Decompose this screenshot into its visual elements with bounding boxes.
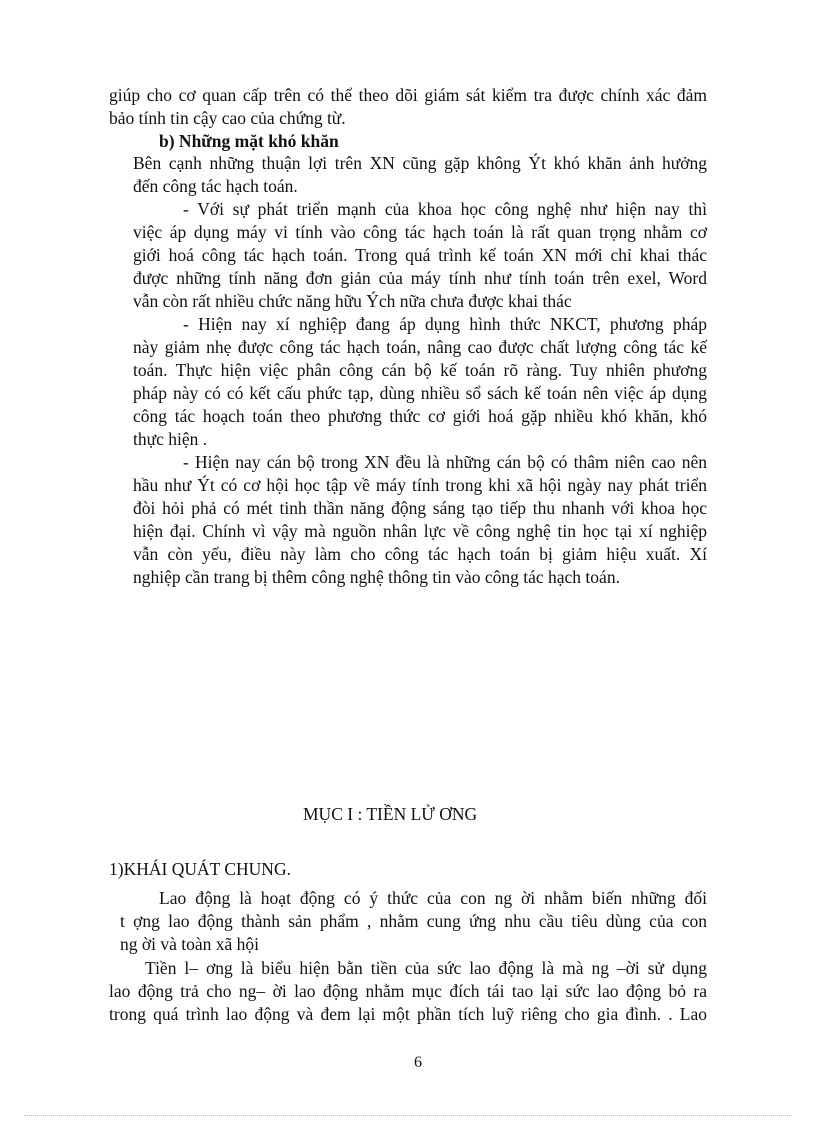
text-line: thực hiện . — [133, 429, 208, 449]
text-line: Tiền l– ơng là biểu hiện bằn tiền của sức lao động là mà ng –ời sử dụng — [145, 958, 707, 978]
text-line: Lao động là hoạt động có ý thức của con ng ời nhằm biến những đối — [159, 888, 707, 908]
text-line: đòi hỏi phả có mét tinh thần năng động sáng tạo tiếp thu nhanh với khoa học — [133, 498, 707, 518]
text-line: Bên cạnh những thuận lợi trên XN cũng gặp không Ýt khó khăn ảnh hưởng — [133, 153, 707, 173]
text-line: vẫn còn yếu, điều này làm cho công tác hạch toán bị giảm hiệu xuất. Xí — [133, 544, 707, 564]
text-line: toán. Thực hiện việc phân công cán bộ kế toán rõ ràng. Tuy nhiên phương — [133, 360, 707, 380]
text-line: đến công tác hạch toán. — [133, 176, 298, 196]
text-line: - Với sự phát triển mạnh của khoa học công nghệ như hiện nay thì — [183, 199, 707, 219]
text-line: nghiệp cần trang bị thêm công nghệ thông tin vào công tác hạch toán. — [133, 567, 620, 587]
text-line: được những tính năng đơn giản của máy tính như tính toán trên exel, Word — [133, 268, 707, 288]
text-line: giúp cho cơ quan cấp trên có thể theo dõi giám sát kiểm tra được chính xác đảm — [109, 85, 707, 105]
text-line: trong quá trình lao động và đem lại một phần tích luỹ riêng cho gia đình. . Lao — [109, 1004, 707, 1024]
page-number: 6 — [414, 1054, 422, 1071]
text-line: - Hiện nay xí nghiệp đang áp dụng hình thức NKCT, phương pháp — [183, 314, 707, 334]
chapter-heading: MỤC I : TIỀN LỬ ƠNG — [303, 804, 478, 824]
section-heading: b) Những mặt khó khăn — [159, 131, 339, 151]
text-line: hiện đại. Chính vì vậy mà nguồn nhân lực về công nghệ tin học tại xí nghiệp — [133, 521, 707, 541]
text-line: ng ời và toàn xã hội — [120, 934, 260, 954]
page-bottom-divider — [24, 1115, 792, 1116]
text-line: t ợng lao động thành sản phẩm , nhằm cung ứng nhu cầu tiêu dùng của con — [120, 911, 707, 931]
text-line: - Hiện nay cán bộ trong XN đều là những cán bộ có thâm niên cao nên — [183, 452, 707, 472]
text-line: lao động trả cho ng– ời lao động nhằm mục đích tái tao lại sức lao động bỏ ra — [109, 981, 707, 1001]
text-line: pháp này có có kết cấu phức tạp, dùng nhiều sổ sách kế toán nên việc áp dụng — [133, 383, 707, 403]
text-line: bảo tính tin cậy cao của chứng từ. — [109, 108, 346, 128]
text-line: giới hoá công tác hạch toán. Trong quá trình kế toán XN mới chỉ khai thác — [133, 245, 707, 265]
text-line: vẫn còn rất nhiều chức năng hữu Ých nữa chưa được khai thác — [133, 291, 572, 311]
section-heading: 1)KHÁI QUÁT CHUNG. — [109, 859, 291, 879]
text-line: công tác hoạch toán theo phương thức cơ giới hoá gặp nhiều khó khăn, khó — [133, 406, 707, 426]
text-line: việc áp dụng máy vi tính vào công tác hạch toán là rất quan trọng nhằm cơ — [133, 222, 707, 242]
text-line: này giảm nhẹ được công tác hạch toán, nâng cao được chất lượng công tác kế — [133, 337, 707, 357]
text-line: hầu như Ýt có cơ hội học tập về máy tính trong khi xã hội ngày nay phát triển — [133, 475, 707, 495]
